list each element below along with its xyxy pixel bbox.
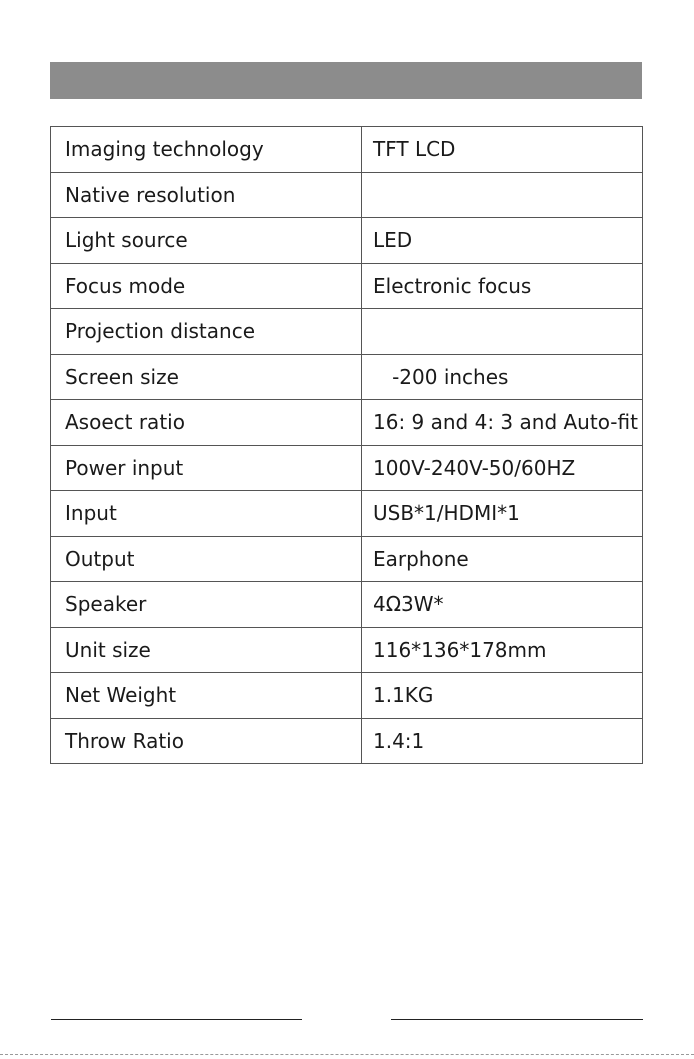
spec-row — [51, 491, 643, 537]
spec-value: TFT LCD — [362, 127, 643, 173]
spec-label: Screen size — [51, 354, 362, 400]
specifications-table — [50, 126, 643, 764]
spec-row — [51, 172, 643, 218]
specifications-table-body — [51, 127, 643, 764]
spec-label: Projection distance — [51, 309, 362, 355]
section-header-bar — [50, 62, 642, 99]
spec-label: Imaging technology — [51, 127, 362, 173]
spec-label: Power input — [51, 445, 362, 491]
spec-label: Net Weight — [51, 673, 362, 719]
spec-row — [51, 582, 643, 628]
spec-value: 100V-240V-50/60HZ — [362, 445, 643, 491]
spec-value: -200 inches — [362, 354, 643, 400]
spec-value: USB*1/HDMI*1 — [362, 491, 643, 537]
spec-value: Electronic focus — [362, 263, 643, 309]
spec-value: Earphone — [362, 536, 643, 582]
spec-value: 4Ω3W* — [362, 582, 643, 628]
spec-value — [362, 309, 643, 355]
footer-rule-right — [391, 1019, 643, 1020]
spec-row — [51, 127, 643, 173]
spec-value: 16: 9 and 4: 3 and Auto-fit — [362, 400, 643, 446]
spec-label: Speaker — [51, 582, 362, 628]
spec-row — [51, 445, 643, 491]
spec-value — [362, 172, 643, 218]
spec-row — [51, 309, 643, 355]
spec-value: 116*136*178mm — [362, 627, 643, 673]
spec-row — [51, 400, 643, 446]
spec-label: Light source — [51, 218, 362, 264]
spec-row — [51, 673, 643, 719]
spec-row — [51, 627, 643, 673]
spec-label: Asoect ratio — [51, 400, 362, 446]
page-trim-line — [0, 1054, 694, 1055]
spec-row — [51, 718, 643, 764]
spec-label: Input — [51, 491, 362, 537]
spec-label: Native resolution — [51, 172, 362, 218]
spec-value: LED — [362, 218, 643, 264]
spec-value: 1.4:1 — [362, 718, 643, 764]
spec-label: Throw Ratio — [51, 718, 362, 764]
spec-row — [51, 263, 643, 309]
spec-row — [51, 536, 643, 582]
spec-label: Output — [51, 536, 362, 582]
spec-label: Focus mode — [51, 263, 362, 309]
spec-label: Unit size — [51, 627, 362, 673]
spec-value: 1.1KG — [362, 673, 643, 719]
footer-rule-left — [51, 1019, 302, 1020]
spec-row — [51, 218, 643, 264]
spec-row — [51, 354, 643, 400]
